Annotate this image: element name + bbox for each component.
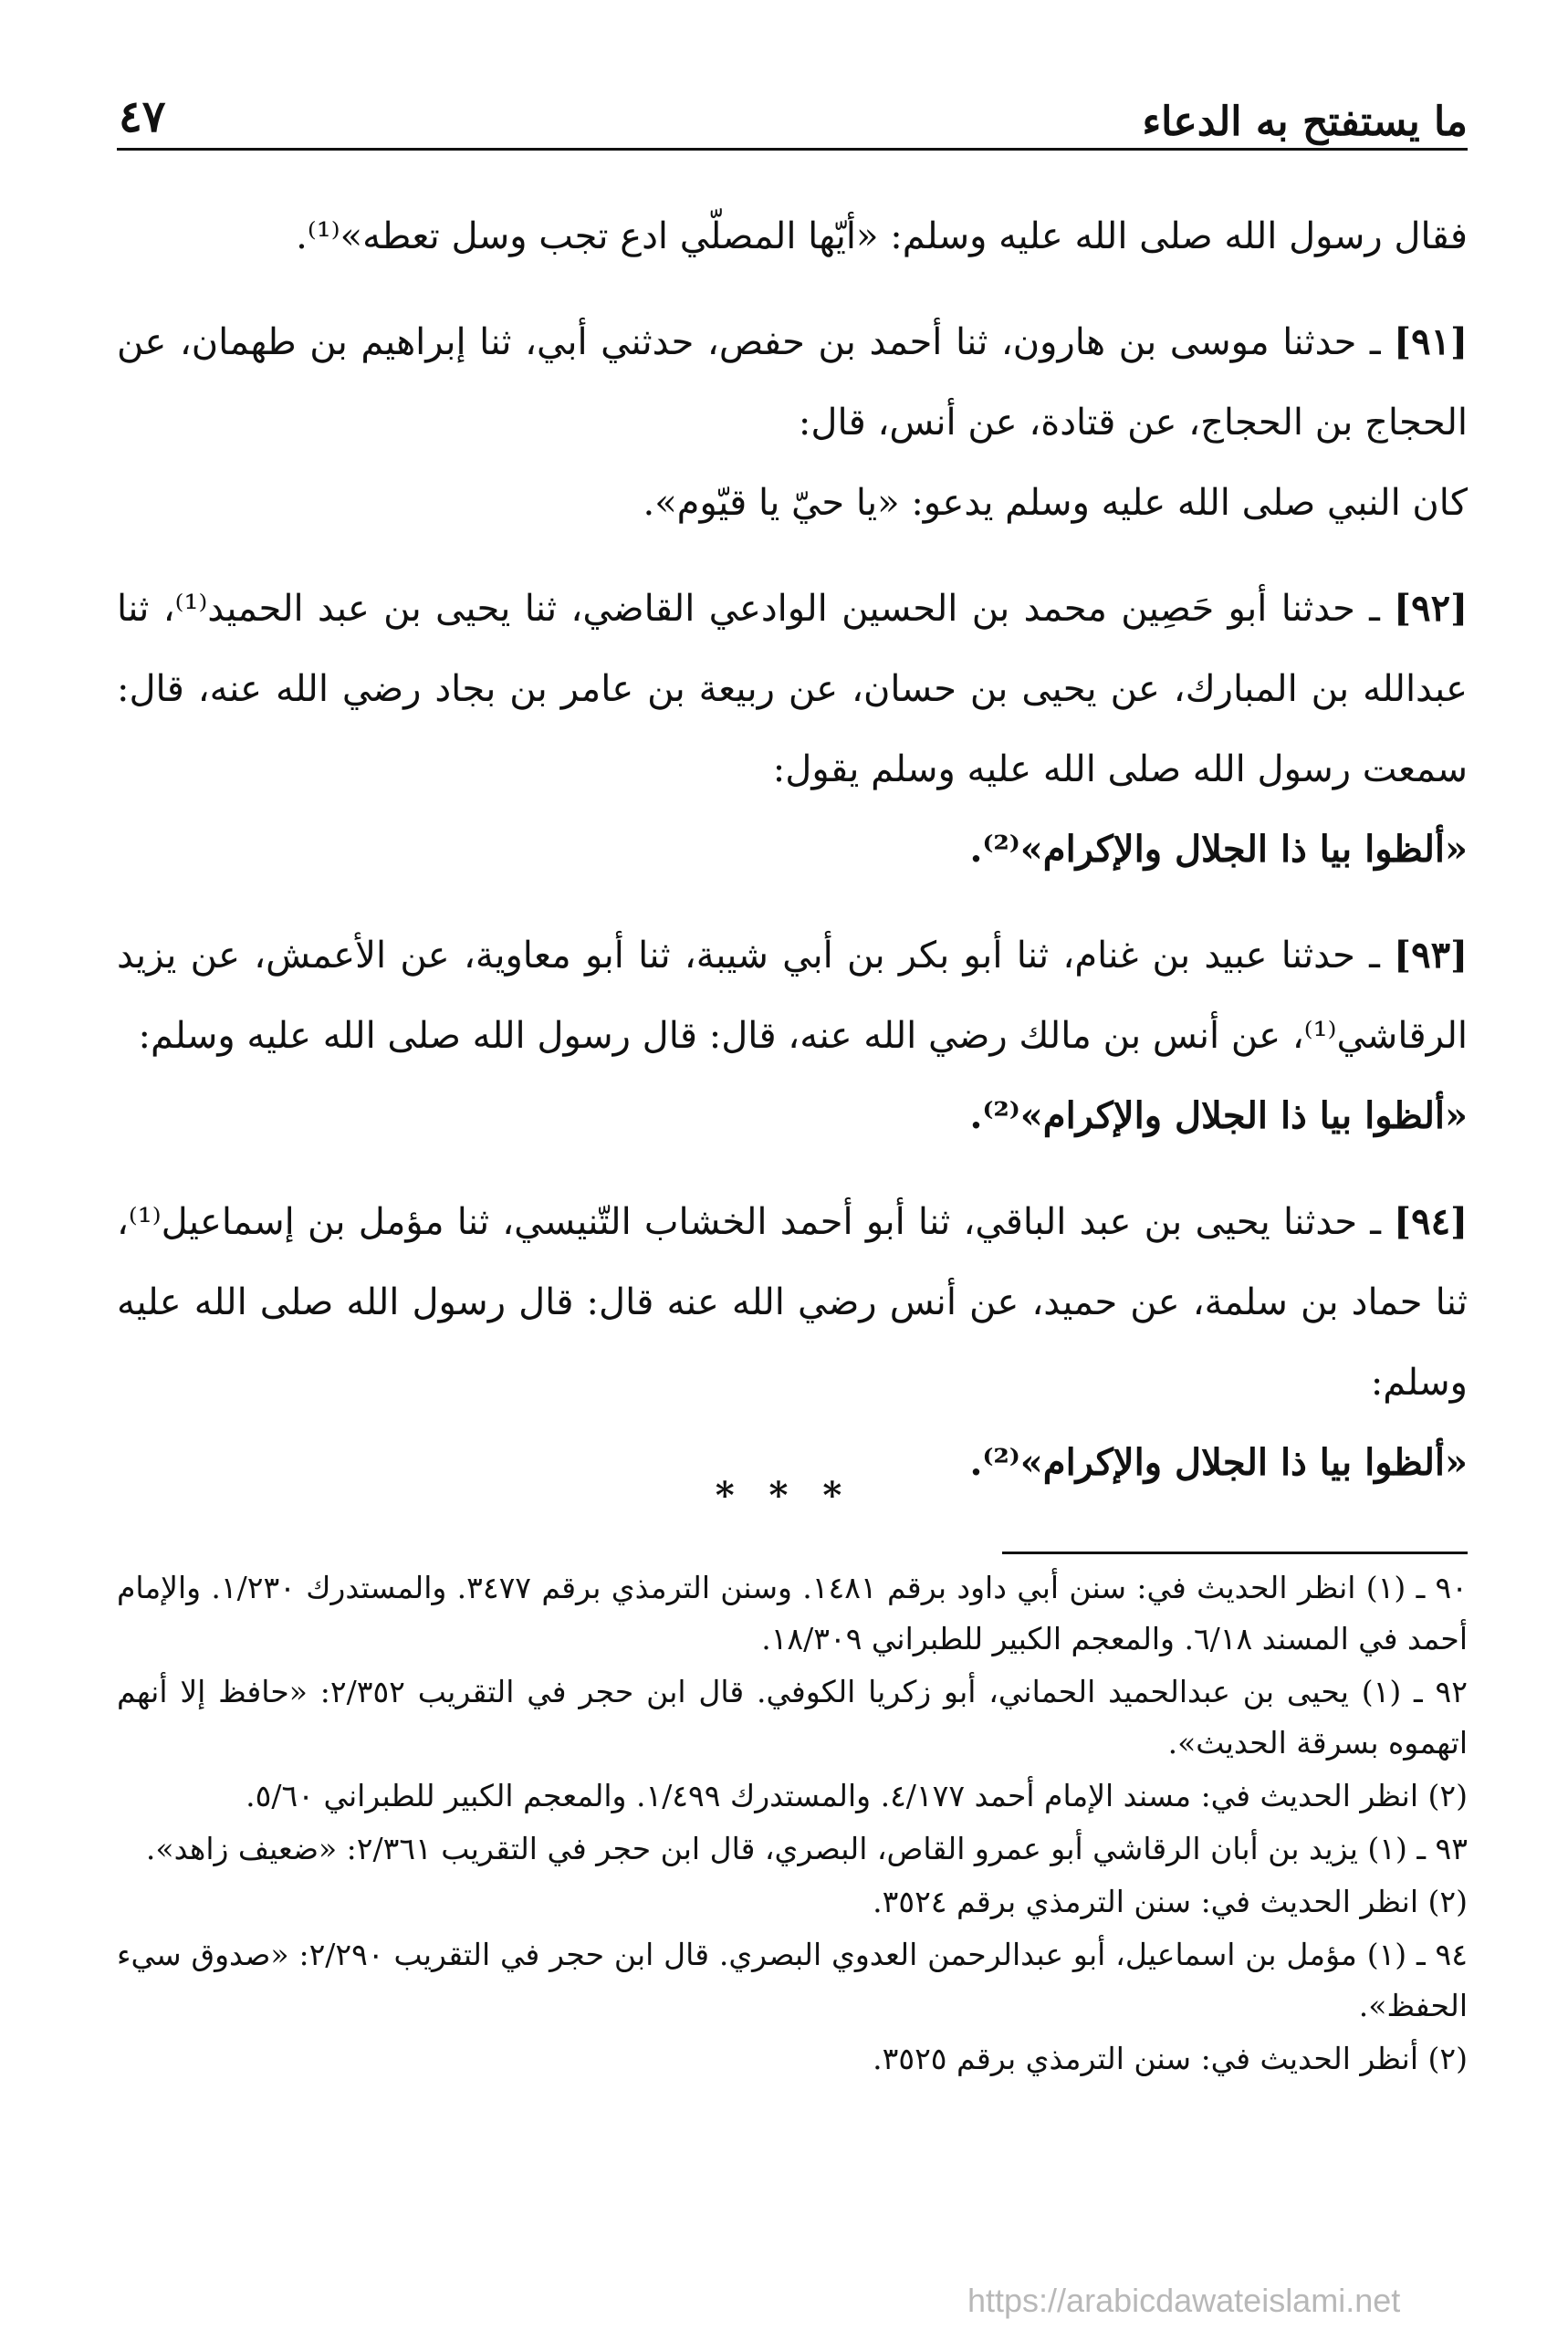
- footnote-key: (٢): [1427, 1884, 1468, 1919]
- hadith-number: [٩٣]: [1394, 934, 1468, 977]
- opening-paragraph: فقال رسول الله صلى الله عليه وسلم: «أيّها المصلّي ادع تجب وسل تعطه»⁽¹⁾.: [296, 215, 1468, 257]
- hadith-chain: ـ حدثنا عبيد بن غنام، ثنا أبو بكر بن أبي شيبة، ثنا أبو معاوية، عن الأعمش، عن يزيد الرقاشي⁽¹⁾، عن أنس بن مالك رضي الله عنه، قال: قال رسول الله صلى الله عليه وسلم:: [117, 935, 1468, 1057]
- hadith-92-text: «ألظوا بيا ذا الجلال والإكرام»⁽²⁾.: [969, 828, 1468, 871]
- hadith-chain: ـ حدثنا يحيى بن عبد الباقي، ثنا أبو أحمد الخشاب التّنيسي، ثنا مؤمل بن إسماعيل⁽¹⁾، ثنا حماد بن سلمة، عن حميد، عن أنس رضي الله عنه قال: قال رسول الله صلى الله عليه وسلم:: [117, 1201, 1468, 1404]
- header-rule: [117, 148, 1468, 151]
- footnote: [117, 2033, 1468, 2085]
- hadith-chain: ـ حدثنا موسى بن هارون، ثنا أحمد بن حفص، حدثني أبي، ثنا إبراهيم بن طهمان، عن الحجاج بن الحجاج، عن قتادة، عن أنس، قال:: [117, 321, 1468, 444]
- footnote-key: ٩٠ ـ (١): [1365, 1570, 1468, 1605]
- hadith-93-text: «ألظوا بيا ذا الجلال والإكرام»⁽²⁾.: [969, 1094, 1468, 1137]
- hadith-number: [٩١]: [1394, 320, 1468, 363]
- footnote-text: انظر الحديث في: سنن الترمذي برقم ٣٥٢٤.: [873, 1884, 1419, 1919]
- footnote-rule: [1002, 1552, 1468, 1554]
- page-number: ٤٧: [119, 91, 166, 142]
- footnotes: [117, 1562, 1468, 2086]
- footnote: [117, 1667, 1468, 1769]
- hadith-number: [٩٢]: [1394, 587, 1469, 630]
- footnote-key: ٩٢ ـ (١): [1361, 1674, 1468, 1709]
- footnote-key: (٢): [1427, 2041, 1468, 2076]
- footnote-key: ٩٤ ـ (١): [1366, 1937, 1468, 1972]
- footnote: [117, 1876, 1468, 1928]
- footnote-key: ٩٣ ـ (١): [1367, 1831, 1468, 1866]
- hadith-chain: ـ حدثنا أبو حَصِين محمد بن الحسين الوادعي القاضي، ثنا يحيى بن عبد الحميد⁽¹⁾، ثنا عبدالله بن المبارك، عن يحيى بن حسان، عن ربيعة بن عامر بن بجاد رضي الله عنه، قال: سمعت رسول الله صلى الله عليه وسلم يقول:: [117, 588, 1468, 790]
- hadith-94-text: «ألظوا بيا ذا الجلال والإكرام»⁽²⁾.: [969, 1441, 1468, 1484]
- hadith-93: [117, 906, 1468, 1076]
- hadith-91: [117, 293, 1468, 463]
- running-title: ما يستفتح به الدعاء: [1142, 99, 1468, 145]
- footnote-text: أنظر الحديث في: سنن الترمذي برقم ٣٥٢٥.: [873, 2041, 1419, 2076]
- footnote-text: يحيى بن عبدالحميد الحماني، أبو زكريا الكوفي. قال ابن حجر في التقريب ٢/٣٥٢: «حافظ إلا أنهم اتهموه بسرقة الحديث».: [117, 1674, 1468, 1761]
- footnote: [117, 1823, 1468, 1875]
- section-divider-stars: * * *: [715, 1474, 853, 1517]
- hadith-94: [117, 1173, 1468, 1423]
- main-text: [117, 196, 1468, 1503]
- footnote: [117, 1562, 1468, 1665]
- footnote: [117, 1929, 1468, 2032]
- hadith-92: [117, 559, 1468, 810]
- hadith-number: [٩٤]: [1394, 1200, 1469, 1243]
- hadith-91-text: كان النبي صلى الله عليه وسلم يدعو: «يا حيّ يا قيّوم».: [643, 482, 1468, 524]
- site-watermark: https://arabicdawateislami.net: [967, 2282, 1401, 2319]
- footnote-text: انظر الحديث في: سنن أبي داود برقم ١٤٨١. وسنن الترمذي برقم ٣٤٧٧. والمستدرك ١/٢٣٠. والإمام أحمد في المسند ٦/١٨. والمعجم الكبير للطبراني ١٨/٣٠٩.: [117, 1570, 1468, 1656]
- footnote-text: مؤمل بن اسماعيل، أبو عبدالرحمن العدوي البصري. قال ابن حجر في التقريب ٢/٢٩٠: «صدوق سيء الحفظ».: [117, 1937, 1468, 2023]
- footnote-text: انظر الحديث في: مسند الإمام أحمد ٤/١٧٧. والمستدرك ١/٤٩٩. والمعجم الكبير للطبراني ٥/٦٠.: [246, 1778, 1419, 1813]
- footnote: [117, 1771, 1468, 1822]
- footnote-text: يزيد بن أبان الرقاشي أبو عمرو القاص، البصري، قال ابن حجر في التقريب ٢/٣٦١: «ضعيف زاهد».: [145, 1831, 1358, 1866]
- footnote-key: (٢): [1427, 1778, 1468, 1813]
